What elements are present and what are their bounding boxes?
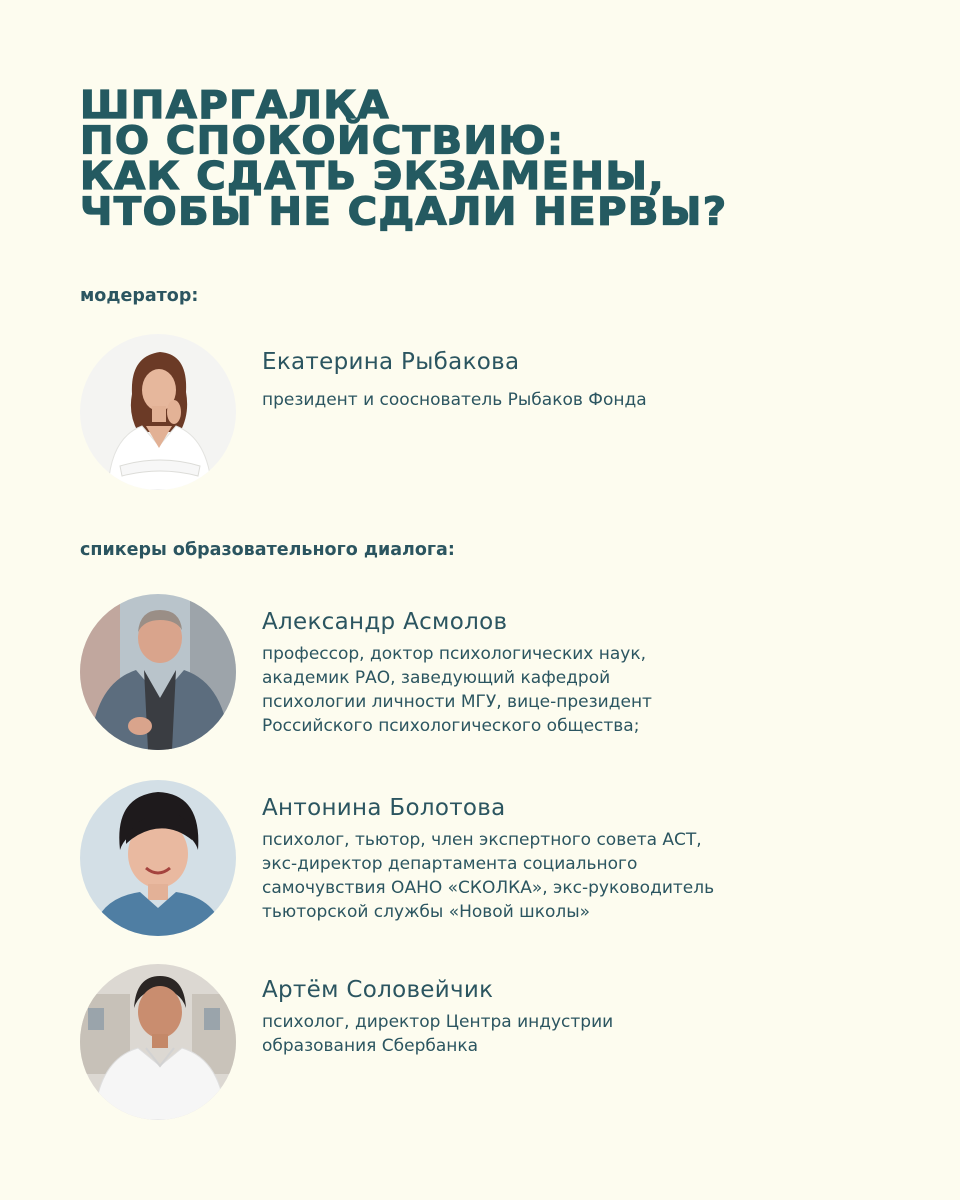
speaker-name: Александр Асмолов [262, 609, 508, 635]
description-line: Российского психологического общества; [262, 716, 640, 736]
description-line: президент и сооснователь Рыбаков Фонда [262, 390, 647, 410]
description-line: экс-директор департамента социального [262, 854, 638, 874]
speaker-photo [80, 780, 236, 936]
speaker-photo [80, 594, 236, 750]
speaker-photo [80, 964, 236, 1120]
description-line: профессор, доктор психологических наук, [262, 644, 647, 664]
description-line: академик РАО, заведующий кафедрой [262, 668, 611, 688]
description-line: тьюторской службы «Новой школы» [262, 902, 591, 922]
description-line: психолог, тьютор, член экспертного совета АСТ, [262, 830, 702, 850]
page-title [80, 83, 728, 234]
description-line: самочувствия ОАНО «СКОЛКА», экс-руководитель [262, 878, 715, 898]
moderator-photo [80, 334, 236, 490]
description-line: образования Сбербанка [262, 1036, 479, 1056]
speakers-label: спикеры образовательного диалога: [80, 540, 455, 560]
description-line: психологии личности МГУ, вице-президент [262, 692, 652, 712]
speaker-description [262, 828, 862, 924]
title-line: ЧТОБЫ НЕ СДАЛИ НЕРВЫ? [80, 189, 728, 234]
speaker-description [262, 642, 862, 738]
moderator-description [262, 388, 862, 412]
speaker-description [262, 1010, 862, 1058]
title-line: ШПАРГАЛКА [80, 83, 390, 128]
speaker-name: Артём Соловейчик [262, 977, 494, 1003]
moderator-name: Екатерина Рыбакова [262, 349, 520, 375]
title-line: КАК СДАТЬ ЭКЗАМЕНЫ, [80, 154, 666, 199]
description-line: психолог, директор Центра индустрии [262, 1012, 614, 1032]
speaker-name: Антонина Болотова [262, 795, 506, 821]
moderator-label: модератор: [80, 286, 199, 306]
title-line: ПО СПОКОЙСТВИЮ: [80, 118, 565, 163]
